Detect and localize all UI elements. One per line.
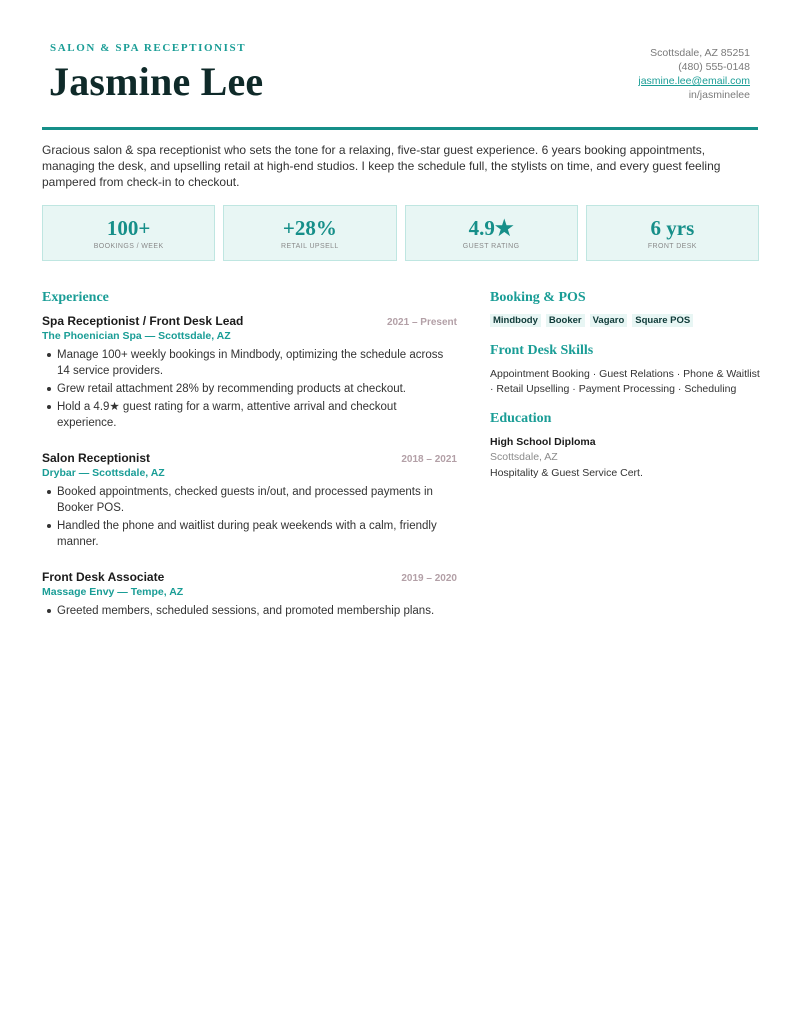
experience-heading: Experience xyxy=(42,290,109,305)
stat-value: 100+ xyxy=(106,216,151,240)
skills-heading: Front Desk Skills xyxy=(490,343,594,358)
tag-square-pos: Square POS xyxy=(632,314,693,327)
skills-list: Appointment Booking · Guest Relations · Phone & Waitlist · Retail Upselling · Payment Processing · Scheduling xyxy=(490,368,760,395)
contact-location: Scottsdale, AZ 85251 xyxy=(650,47,750,59)
job-company: The Phoenician Spa — Scottsdale, AZ xyxy=(42,330,231,342)
contact-email-link[interactable]: jasmine.lee@email.com xyxy=(638,75,750,87)
booking-heading: Booking & POS xyxy=(490,290,586,305)
job-header xyxy=(42,314,457,328)
job-entry xyxy=(42,451,457,550)
job-company: Massage Envy — Tempe, AZ xyxy=(42,586,184,598)
stat-value: 4.9★ xyxy=(468,216,514,240)
stat-value: +28% xyxy=(282,216,337,240)
job-company: Drybar — Scottsdale, AZ xyxy=(42,467,165,479)
job-dates: 2018 – 2021 xyxy=(401,454,457,465)
tag-vagaro: Vagaro xyxy=(590,314,628,327)
stat-label: RETAIL UPSELL xyxy=(281,243,339,250)
job-entry xyxy=(42,314,457,431)
tag-booker: Booker xyxy=(546,314,585,327)
contact-linkedin: in/jasminelee xyxy=(688,89,750,101)
candidate-name: Jasmine Lee xyxy=(49,59,264,104)
bullet-item: Manage 100+ weekly bookings in Mindbody, optimizing the schedule across 14 service providers. xyxy=(42,347,457,379)
stat-card-tenure xyxy=(586,205,759,261)
job-bullets xyxy=(42,347,457,431)
bullet-item: Grew retail attachment 28% by recommending products at checkout. xyxy=(42,381,457,397)
stat-label: BOOKINGS / WEEK xyxy=(93,243,164,250)
job-title: Salon Receptionist xyxy=(42,451,151,465)
education-location: Scottsdale, AZ xyxy=(490,451,558,463)
stat-card-rating xyxy=(405,205,578,261)
role-title: SALON & SPA RECEPTIONIST xyxy=(50,42,247,54)
contact-block xyxy=(638,46,750,102)
education-heading: Education xyxy=(490,411,552,426)
job-bullets xyxy=(42,484,457,550)
job-bullets xyxy=(42,603,457,619)
job-header xyxy=(42,451,457,465)
bullet-item: Booked appointments, checked guests in/out, and processed payments in Booker POS. xyxy=(42,484,457,516)
job-entry xyxy=(42,570,457,619)
stat-card-retail xyxy=(223,205,396,261)
header-divider xyxy=(42,127,758,130)
job-dates: 2019 – 2020 xyxy=(401,573,457,584)
education-degree: High School Diploma xyxy=(490,436,596,448)
stats-row xyxy=(42,205,759,261)
stat-label: GUEST RATING xyxy=(462,243,520,250)
job-header xyxy=(42,570,457,584)
stat-label: FRONT DESK xyxy=(647,243,697,250)
summary-paragraph: Gracious salon & spa receptionist who sets the tone for a relaxing, five-star guest experience. 6 years booking appointments, managing the desk, and upselling retail at high-end studios. I keep the schedule full, the stylists on time, and every guest feeling pampered from check-in to checkout. xyxy=(42,143,721,189)
education-certificate: Hospitality & Guest Service Cert. xyxy=(490,467,643,479)
stat-card-bookings xyxy=(42,205,215,261)
job-dates: 2021 – Present xyxy=(386,317,457,328)
bullet-item: Hold a 4.9★ guest rating for a warm, attentive arrival and checkout experience. xyxy=(42,399,457,431)
sidebar-column xyxy=(490,290,760,481)
resume-header xyxy=(42,40,758,124)
bullet-item: Greeted members, scheduled sessions, and promoted membership plans. xyxy=(42,603,457,619)
experience-column xyxy=(42,290,457,639)
booking-tags xyxy=(490,314,760,327)
stat-value: 6 yrs xyxy=(650,216,695,240)
contact-phone: (480) 555-0148 xyxy=(678,61,750,73)
job-title: Front Desk Associate xyxy=(42,570,165,584)
tag-mindbody: Mindbody xyxy=(490,314,541,327)
job-title: Spa Receptionist / Front Desk Lead xyxy=(42,314,244,328)
bullet-item: Handled the phone and waitlist during peak weekends with a calm, friendly manner. xyxy=(42,518,457,550)
